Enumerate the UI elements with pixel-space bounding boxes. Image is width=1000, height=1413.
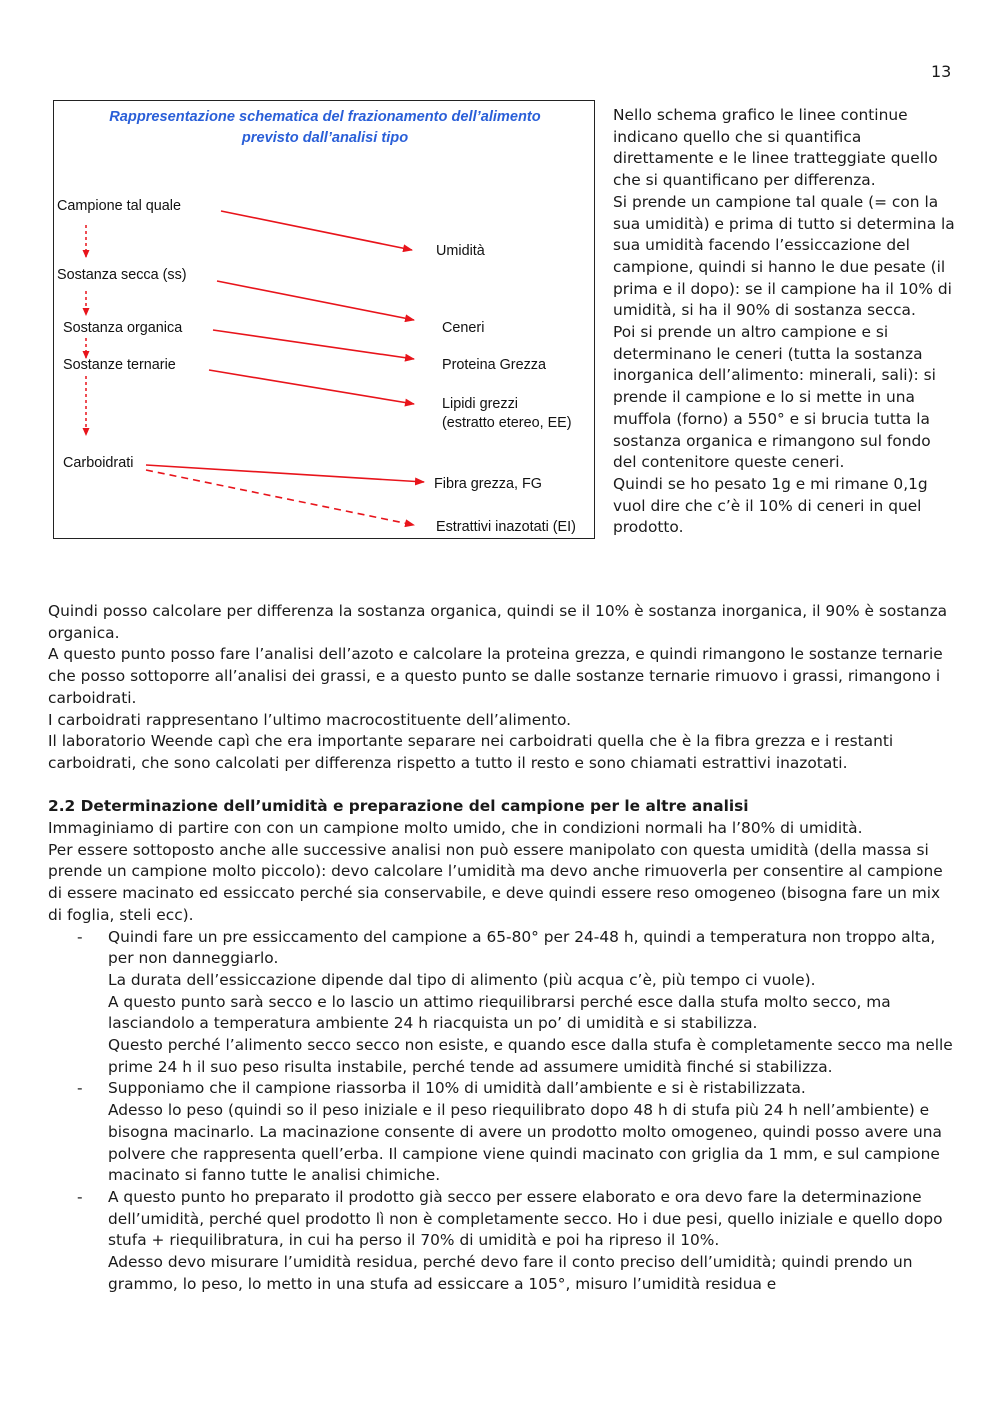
diagram-title [54,107,596,149]
bullet-text: Supponiamo che il campione riassorba il 10% di umidità dall’ambiente e si è ristabilizzata. [108,1079,806,1098]
fractionation-diagram [53,100,595,539]
label-fibra-grezza: Fibra grezza, FG [434,476,542,492]
label-estrattivi-inazotati: Estrattivi inazotati (EI) [436,519,576,535]
paragraph: A questo punto posso fare l’analisi dell’azoto e calcolare la proteina grezza, e quindi rimangono le sostanze ternarie che posso sottoporre all’analisi dei grassi, e a questo punto se dalle sostanze ternarie rimuovo i grassi, rimangono i carboidrati. [48,645,943,707]
arrow-ceneri [217,281,414,320]
label-proteina-grezza: Proteina Grezza [442,357,546,373]
paragraph: Il laboratorio Weende capì che era importante separare nei carboidrati quella che è la fibra grezza e i restanti carboidrati, che sono calcolati per differenza rispetto a tutto il resto e sono chiamati estrattivi inazotati. [48,732,894,772]
paragraph: I carboidrati rappresentano l’ultimo macrocostituente dell’alimento. [48,710,572,729]
label-sostanze-ternarie: Sostanze ternarie [63,357,176,373]
arrow-fibra [146,465,424,482]
bullet-text: Quindi fare un pre essiccamento del campione a 65-80° per 24-48 h, quindi a temperatura non troppo alta, per non danneggiarlo. [108,927,936,968]
bullet-text: A questo punto sarà secco e lo lascio un attimo riequilibrarsi perché esce dalla stufa molto secco, ma lasciandolo a temperatura ambiente 24 h riacquista un po’ di umidità e si stabilizza. [108,992,891,1033]
main-body [48,601,958,1295]
bullet-text: La durata dell’essiccazione dipende dal tipo di alimento (più acqua c’è, più tempo ci vuole). [108,970,816,989]
diagram-explanation [613,105,958,539]
bullet-text: Questo perché l’alimento secco secco non esiste, e quando esce dalla stufa è completamente secco ma nelle prime 24 h il suo peso risulta instabile, perché tende ad assumere umidità finché si stabilizza. [108,1036,953,1076]
list-item [48,1187,958,1296]
paragraph: Per essere sottoposto anche alle successive analisi non può essere manipolato con questa umidità (della massa si prende un campione molto piccolo): devo calcolare l’umidità ma devo anche rimuoverla per consentire al campione di essere macinato ed essiccato perché sia conservabile, e deve quindi essere reso omogeneo (bisogna fare un mix di foglia, steli ecc). [48,840,943,924]
bullet-text: Adesso lo peso (quindi so il peso iniziale e il peso riequilibrato dopo 48 h di stufa più 24 h nell’ambiente) e bisogna macinarlo. La macinazione consente di avere un prodotto molto omogeneo, quindi posso avere una polvere che rappresenta quell’erba. Il campione viene quindi macinato con griglia da 1 mm, e sul campione macinato si fanno tutte le analisi chimiche. [108,1101,942,1185]
section-heading: 2.2 Determinazione dell’umidità e preparazione del campione per le altre analisi [48,797,749,816]
label-umidita: Umidità [436,243,485,259]
label-estratto-etereo: (estratto etereo, EE) [442,415,572,431]
list-item [48,1078,958,1187]
bullet-text: Adesso devo misurare l’umidità residua, perché devo fare il conto preciso dell’umidità; quindi prendo un grammo, lo peso, lo metto in una stufa ad essiccare a 105°, misuro l’umidità residua e [108,1253,913,1293]
page-number: 13 [931,62,952,81]
bullet-text: A questo punto ho preparato il prodotto già secco per essere elaborato e ora devo fare la determinazione dell’umidità, perché quel prodotto lì non è completamente secco. Ho i due pesi, quello iniziale e quello dopo stufa + riequilibratura, in cui ha perso il 70% di umidità e poi ha ripreso il 10%. [108,1187,943,1250]
paragraph: Si prende un campione tal quale (= con la sua umidità) e prima di tutto si determina la sua umidità facendo l’essiccazione del campione, quindi si hanno le due pesate (il prima e il dopo): se il campione ha il 10% di umidità, si ha il 90% di sostanza secca. [613,192,955,320]
arrow-lipidi [209,370,414,404]
bullet-marker: - [77,1079,83,1098]
diagram-title-line-2: previsto dall’analisi tipo [241,130,409,146]
list-item [48,927,958,1079]
paragraph: Immaginiamo di partire con con un campione molto umido, che in condizioni normali ha l’80% di umidità. [48,819,863,838]
bullet-marker: - [77,1187,83,1206]
arrow-umidita [221,211,412,250]
paragraph: Nello schema grafico le linee continue indicano quello che si quantifica direttamente e le linee tratteggiate quello che si quantificano per differenza. [613,106,938,190]
label-ceneri: Ceneri [442,320,485,336]
label-sostanza-organica: Sostanza organica [63,320,183,336]
paragraph: Poi si prende un altro campione e si determinano le ceneri (tutta la sostanza inorganica dell’alimento: minerali, sali): si prende il campione e lo si mette in una muffola (forno) a 550° e si brucia tutta la sostanza organica e rimangono sul fondo del contenitore queste ceneri. [613,323,936,472]
spacer [48,775,958,797]
diagram-title-line-1: Rappresentazione schematica del frazionamento dell’alimento [109,109,541,125]
label-lipidi-grezzi: Lipidi grezzi [442,396,518,412]
label-campione-tal-quale: Campione tal quale [57,198,181,214]
label-sostanza-secca: Sostanza secca (ss) [57,267,187,283]
arrow-proteina [213,330,414,359]
paragraph: Quindi se ho pesato 1g e mi rimane 0,1g vuol dire che c’è il 10% di ceneri in quel prodotto. [613,474,928,537]
paragraph: Quindi posso calcolare per differenza la sostanza organica, quindi se il 10% è sostanza inorganica, il 90% è sostanza organica. [48,602,948,642]
bullet-marker: - [77,927,83,946]
label-carboidrati: Carboidrati [63,455,134,471]
